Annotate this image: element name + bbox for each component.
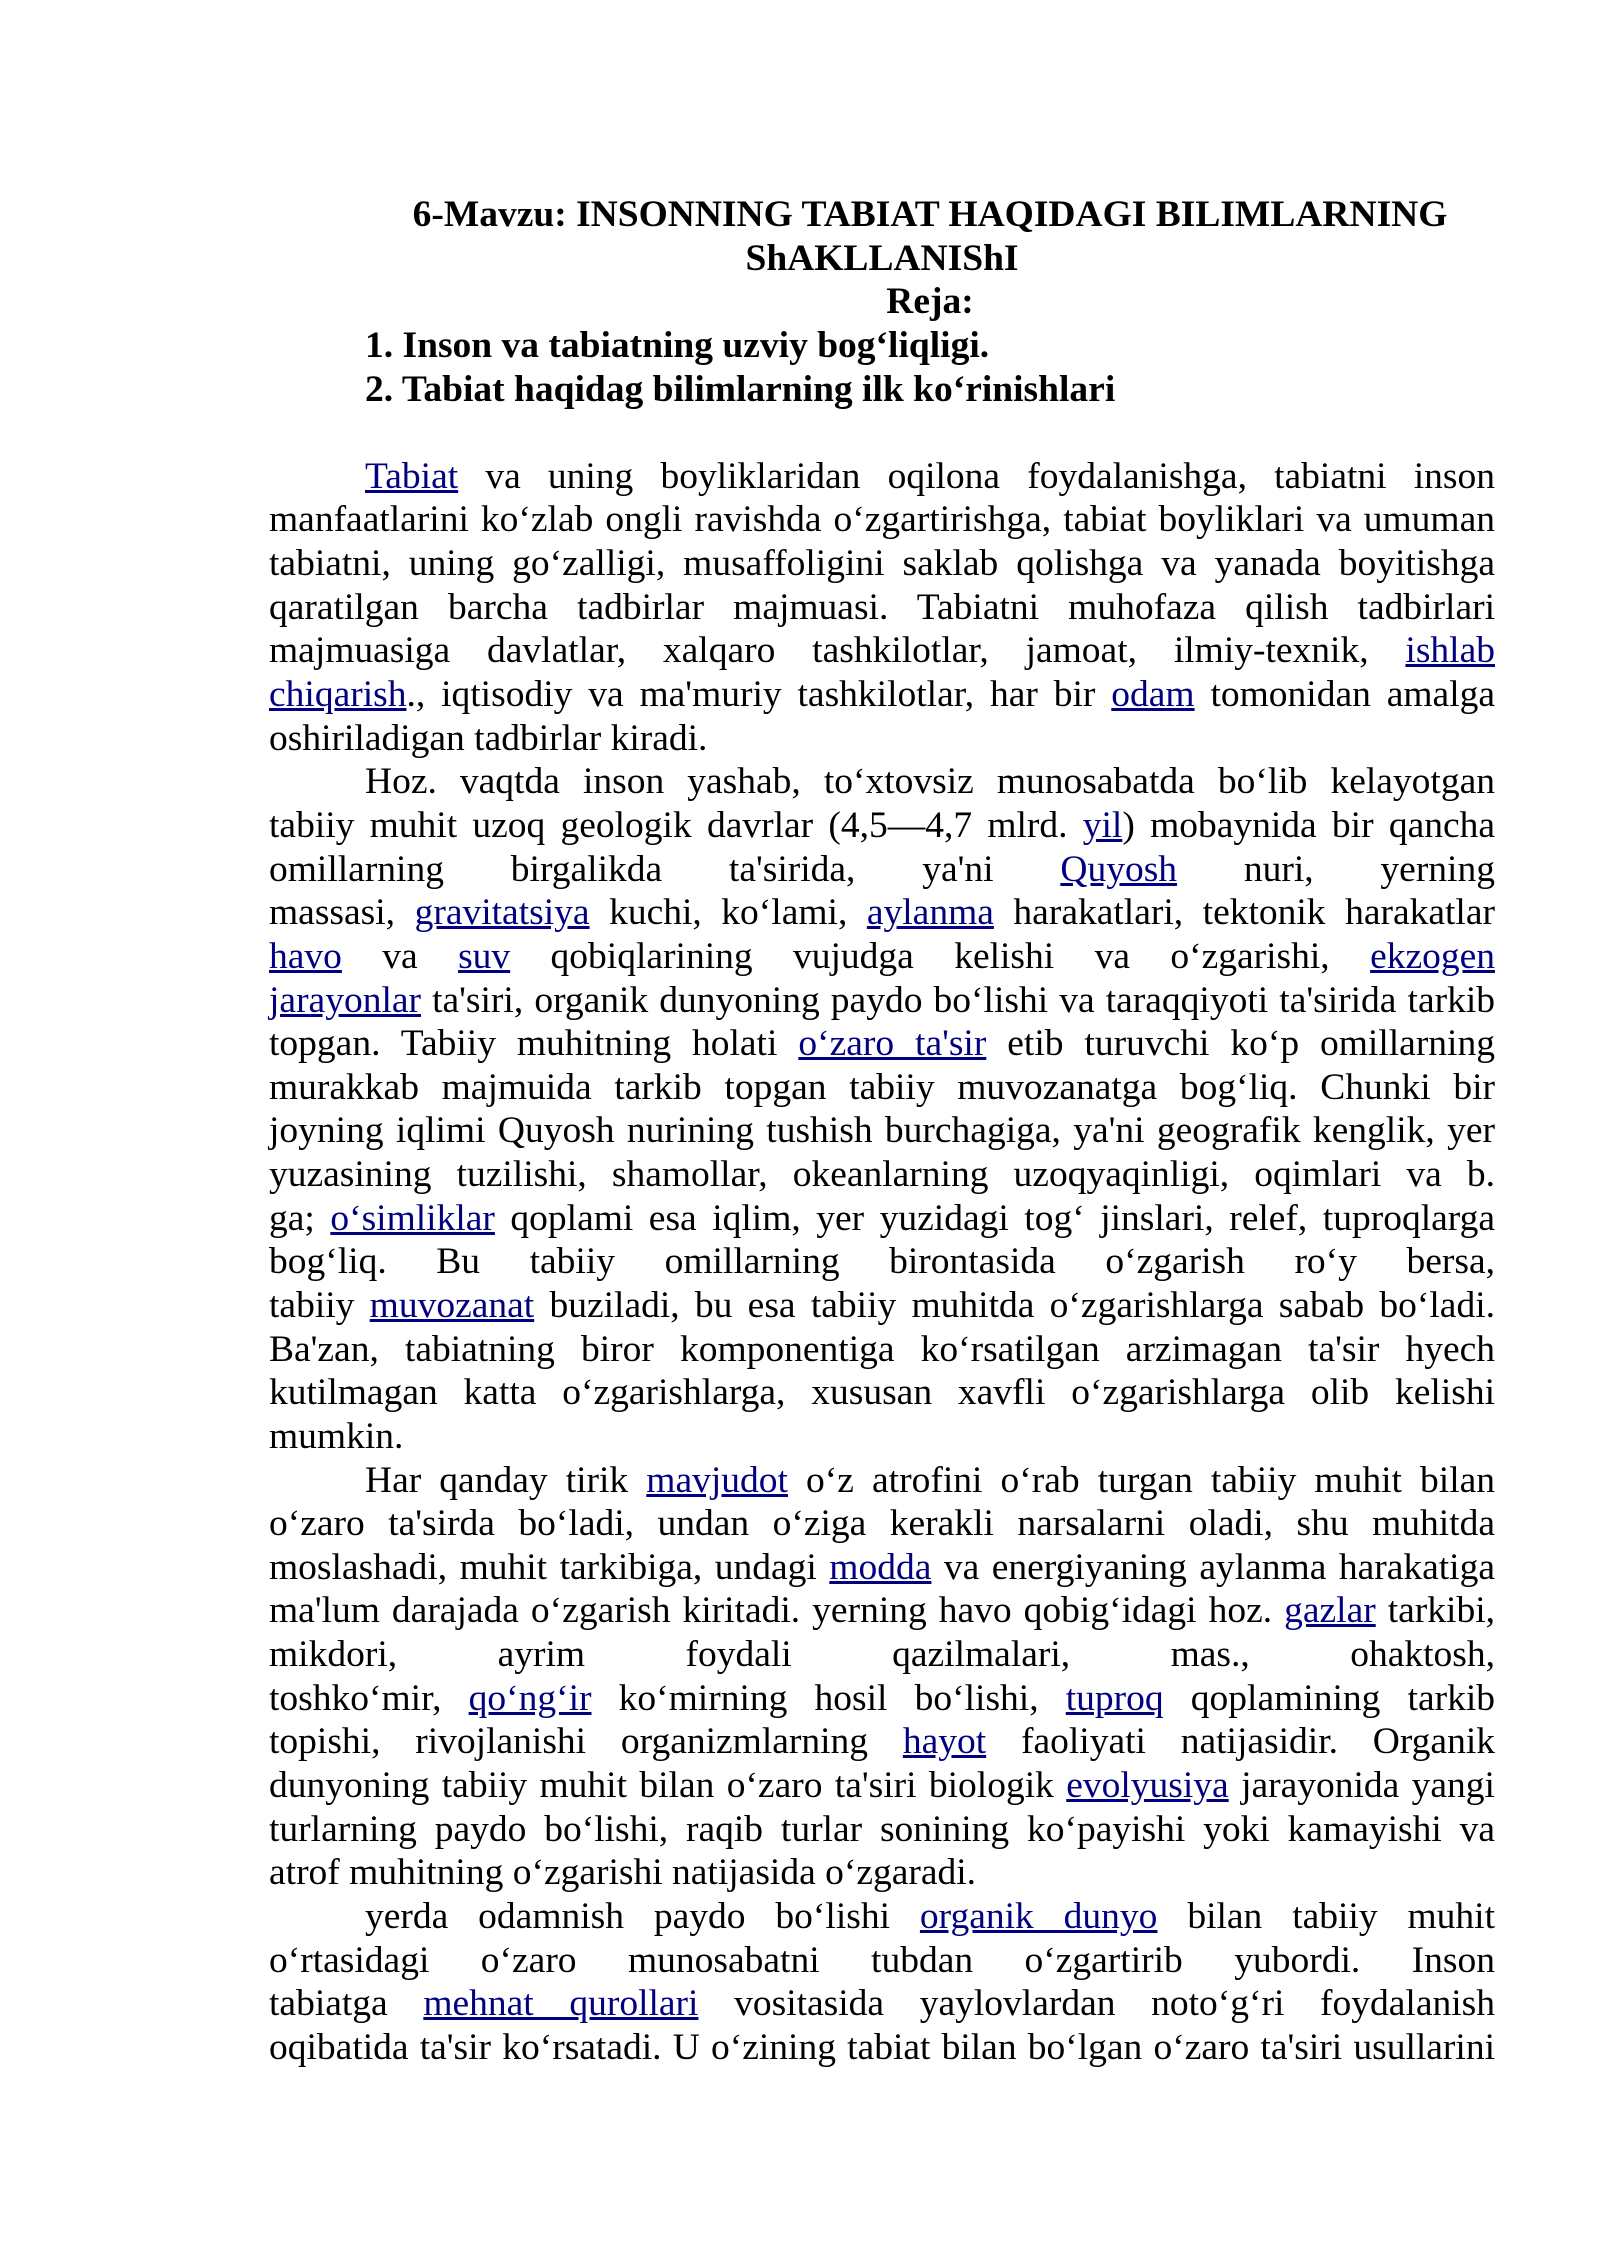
paragraph-line: [269, 586, 1495, 630]
text-run: tabiiy: [269, 1285, 370, 1326]
paragraph: [269, 1895, 1495, 2070]
text-run: jarayonida yangi: [1228, 1765, 1495, 1807]
text-run: nuri, yerning: [1177, 848, 1495, 890]
paragraph-line: [269, 1851, 1495, 1895]
paragraph-line: [269, 2026, 1495, 2070]
paragraph-line: [269, 1546, 1495, 1590]
text-run: ga;: [269, 1197, 331, 1239]
paragraph-line: [269, 629, 1495, 673]
paragraph-line: [269, 1371, 1495, 1415]
text-run: atrof muhitning o‘zgarishi natijasida o‘zgaradi.: [269, 1852, 977, 1894]
text-run: joyning iqlimi Quyosh nurining tushish burchagiga, ya'ni geografik kenglik, yer: [269, 1110, 1495, 1152]
text-run: ., iqtisodiy va ma'muriy tashkilotlar, har bir: [406, 674, 1112, 716]
text-run: dunyoning tabiiy muhit bilan o‘zaro ta'siri biologik: [269, 1765, 1067, 1807]
text-run: kutilmagan katta o‘zgarishlarga, xususan xavfli o‘zgarishlarga olib kelishi: [269, 1372, 1495, 1414]
text-run: majmuasiga davlatlar, xalqaro tashkilotlar, jamoat, ilmiy-texnik,: [269, 630, 1406, 672]
hyperlink[interactable]: organik dunyo: [919, 1895, 1158, 1937]
topic-title-line-1: 6-Mavzu: INSONNING TABIAT HAQIDAGI BILIMLARNING: [412, 194, 1448, 235]
paragraph-line: [269, 1240, 1495, 1284]
paragraph-line: [269, 1633, 1495, 1677]
hyperlink[interactable]: evolyusiya: [1066, 1765, 1229, 1807]
text-run: o‘z atrofini o‘rab turgan tabiiy muhit bilan: [787, 1459, 1496, 1501]
text-run: tabiatni, uning go‘zalligi, musaffoligini saklab qolishga va yanada boyitishga: [269, 543, 1495, 585]
paragraph-line: [269, 542, 1495, 586]
text-run: bog‘liq. Bu tabiiy omillarning birontasida o‘zgarish ro‘y bersa,: [269, 1241, 1495, 1283]
hyperlink[interactable]: ekzogen: [1370, 935, 1495, 977]
text-run: qoplami esa iqlim, yer yuzidagi tog‘ jinslari, relef, tuproqlarga: [494, 1197, 1495, 1239]
paragraph-line: [269, 1066, 1495, 1110]
paragraph: [269, 455, 1495, 760]
text-run: o‘rtasidagi o‘zaro munosabatni tubdan o‘zgartirib yubordi. Inson: [269, 1939, 1495, 1981]
paragraph-line: [269, 1720, 1495, 1764]
hyperlink[interactable]: o‘simliklar: [330, 1197, 495, 1239]
text-run: va: [341, 935, 459, 977]
text-run: vositasida yaylovlardan noto‘g‘ri foydalanish: [698, 1983, 1495, 2025]
hyperlink[interactable]: hayot: [902, 1721, 987, 1763]
text-run: Ba'zan, tabiatning biror komponentiga ko‘rsatilgan arzimagan ta'sir hyech: [269, 1328, 1495, 1370]
paragraph-line: [269, 1895, 1495, 1939]
text-run: ) mobaynida bir qancha: [1122, 804, 1496, 846]
paragraph-line: [269, 498, 1495, 542]
hyperlink[interactable]: ishlab: [1405, 630, 1495, 672]
paragraph-line: [269, 1589, 1495, 1633]
text-run: bilan tabiiy muhit: [1157, 1895, 1496, 1937]
hyperlink[interactable]: chiqarish: [269, 674, 407, 716]
text-run: o‘zaro ta'sirda bo‘ladi, undan o‘ziga kerakli narsalarni oladi, shu muhitda: [269, 1503, 1495, 1545]
text-run: etib turuvchi ko‘p omillarning: [986, 1023, 1495, 1065]
text-run: tabiatga: [269, 1983, 424, 2025]
hyperlink[interactable]: jarayonlar: [269, 979, 421, 1021]
hyperlink[interactable]: mehnat qurollari: [423, 1983, 699, 2025]
paragraph-line: [269, 979, 1495, 1023]
paragraph-line: [269, 1502, 1495, 1546]
paragraph-line: [269, 455, 1495, 499]
body-text: [269, 455, 1495, 2070]
paragraph-line: [269, 1982, 1495, 2026]
paragraph-line: [269, 760, 1495, 804]
text-run: yuzasining tuzilishi, shamollar, okeanlarning uzoqyaqinligi, oqimlari va b.: [269, 1154, 1495, 1196]
text-run: topishi, rivojlanishi organizmlarning: [269, 1721, 903, 1763]
text-run: va uning boyliklaridan oqilona foydalanishga, tabiatni inson: [458, 455, 1495, 497]
hyperlink[interactable]: o‘zaro ta'sir: [798, 1023, 987, 1065]
paragraph-line: [269, 1022, 1495, 1066]
topic-title-line-2: ShAKLLANIShI: [745, 237, 1019, 279]
text-run: buziladi, bu esa tabiiy muhitda o‘zgarishlarga sabab bo‘ladi.: [534, 1285, 1495, 1326]
text-run: yerda odamnish paydo bo‘lishi: [365, 1895, 920, 1937]
text-run: harakatlari, tektonik harakatlar: [993, 892, 1495, 934]
hyperlink[interactable]: yil: [1082, 804, 1123, 846]
text-run: oqibatida ta'sir ko‘rsatadi. U o‘zining tabiat bilan bo‘lgan o‘zaro ta'siri usullarini: [269, 2026, 1495, 2068]
hyperlink[interactable]: havo: [269, 935, 342, 977]
text-run: Hoz. vaqtda inson yashab, to‘xtovsiz munosabatda bo‘lib kelayotgan: [365, 761, 1495, 803]
paragraph-line: [269, 1808, 1495, 1852]
document-body: [269, 193, 1495, 2070]
plan-item-1: 1. Inson va tabiatning uzviy bog‘liqligi.: [365, 324, 990, 366]
hyperlink[interactable]: mavjudot: [646, 1459, 788, 1501]
text-run: kuchi, ko‘lami,: [589, 892, 867, 934]
text-run: va energiyaning aylanma harakatiga: [931, 1546, 1495, 1588]
hyperlink[interactable]: odam: [1111, 674, 1195, 716]
text-run: qoplamining tarkib: [1163, 1677, 1495, 1719]
text-run: manfaatlarini ko‘zlab ongli ravishda o‘zgartirishga, tabiat boyliklari va umuman: [269, 499, 1495, 541]
text-run: qobiqlarining vujudga kelishi va o‘zgarishi,: [510, 935, 1371, 977]
paragraph: [269, 760, 1495, 1458]
text-run: toshko‘mir,: [269, 1677, 469, 1719]
text-run: Har qanday tirik: [365, 1459, 647, 1501]
text-run: omillarning birgalikda ta'sirida, ya'ni: [269, 848, 1061, 890]
hyperlink[interactable]: muvozanat: [369, 1285, 535, 1326]
text-run: turlarning paydo bo‘lishi, raqib turlar sonining ko‘payishi yoki kamayishi va: [269, 1808, 1495, 1850]
hyperlink[interactable]: gravitatsiya: [414, 892, 590, 934]
paragraph-line: [269, 1284, 1495, 1328]
hyperlink[interactable]: modda: [829, 1546, 932, 1588]
text-run: ko‘mirning hosil bo‘lishi,: [591, 1677, 1066, 1719]
hyperlink[interactable]: tuproq: [1065, 1677, 1164, 1719]
paragraph-line: [269, 891, 1495, 935]
paragraph-line: [269, 935, 1495, 979]
text-run: topgan. Tabiiy muhitning holati: [269, 1023, 799, 1065]
paragraph-line: [269, 717, 1495, 761]
text-run: mikdori, ayrim foydali qazilmalari, mas., ohaktosh,: [269, 1634, 1495, 1676]
paragraph-line: [269, 1328, 1495, 1372]
blank-line: [269, 411, 1495, 455]
text-run: murakkab majmuida tarkib topgan tabiiy muvozanatga bog‘liq. Chunki bir: [269, 1066, 1495, 1108]
text-run: qaratilgan barcha tadbirlar majmuasi. Tabiatni muhofaza qilish tadbirlari: [269, 586, 1495, 628]
text-run: tomonidan amalga: [1194, 674, 1496, 716]
text-run: oshiriladigan tadbirlar kiradi.: [269, 717, 708, 759]
plan-heading: Reja:: [886, 281, 974, 323]
paragraph-line: [269, 848, 1495, 892]
text-run: massasi,: [269, 892, 415, 934]
paragraph-line: [269, 804, 1495, 848]
hyperlink[interactable]: Quyosh: [1060, 848, 1178, 890]
paragraph-line: [269, 1939, 1495, 1983]
hyperlink[interactable]: aylanma: [866, 892, 994, 934]
paragraph-line: [269, 1764, 1495, 1808]
paragraph-line: [269, 1153, 1495, 1197]
paragraph: [269, 1459, 1495, 1895]
text-run: ta'siri, organik dunyoning paydo bo‘lishi va taraqqiyoti ta'sirida tarkib: [421, 979, 1495, 1021]
paragraph-line: [269, 1459, 1495, 1503]
paragraph-line: [269, 1109, 1495, 1153]
text-run: mumkin.: [269, 1415, 404, 1457]
paragraph-line: [269, 1197, 1495, 1241]
text-run: ma'lum darajada o‘zgarish kiritadi. yerning havo qobig‘idagi hoz.: [269, 1590, 1285, 1632]
hyperlink[interactable]: qo‘ng‘ir: [468, 1677, 592, 1719]
text-run: faoliyati natijasidir. Organik: [986, 1721, 1495, 1763]
paragraph-line: [269, 1415, 1495, 1459]
hyperlink[interactable]: gazlar: [1284, 1590, 1376, 1632]
plan-item-2: 2. Tabiat haqidag bilimlarning ilk ko‘rinishlari: [365, 368, 1116, 410]
text-run: moslashadi, muhit tarkibiga, undagi: [269, 1546, 830, 1588]
text-run: tarkibi,: [1375, 1590, 1496, 1632]
hyperlink[interactable]: Tabiat: [365, 455, 459, 497]
text-run: tabiiy muhit uzoq geologik davrlar (4,5—4,7 mlrd.: [269, 804, 1083, 846]
paragraph-line: [269, 1677, 1495, 1721]
paragraph-line: [269, 673, 1495, 717]
hyperlink[interactable]: suv: [458, 935, 511, 977]
